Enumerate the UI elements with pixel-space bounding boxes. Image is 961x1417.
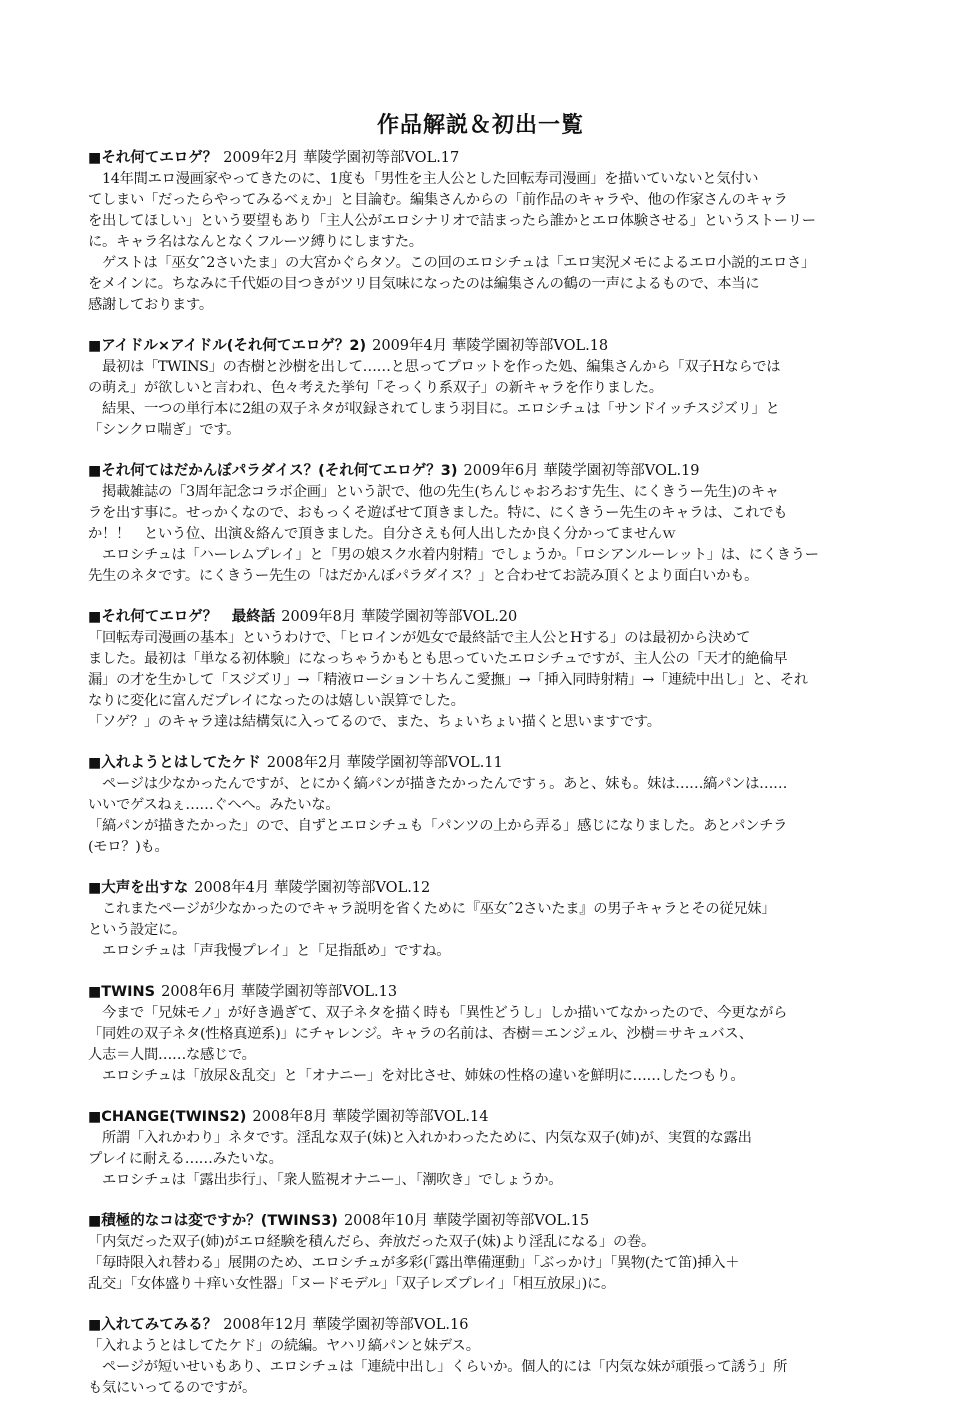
description-line: 感謝しております。 — [88, 297, 213, 313]
description-line: 「入れようとはしてたケド」の続編。ヤハリ縞パンと妹デス。 — [88, 1338, 480, 1354]
description-line: ゲストは「巫女ˆ2さいたま」の大宮かぐらタソ。この回のエロシチュは「エロ実況メモによるエロ小説的エロさ」 — [88, 255, 816, 271]
work-entry — [88, 146, 888, 316]
description-line: 今まで「兄妹モノ」が好き過ぎて、双子ネタを描く時も「異性どうし」しか描いてなかったので、今更ながら — [88, 1005, 788, 1021]
description-line: も気にいってるのですが。 — [88, 1380, 256, 1396]
work-entry — [88, 980, 888, 1087]
work-entry — [88, 334, 888, 441]
description-line: 所謂「入れかわり」ネタです。淫乱な双子(妹)と入れかわったために、内気な双子(姉)が、実質的な露出 — [88, 1130, 752, 1146]
work-heading — [88, 1209, 888, 1232]
publication-info: 2009年8月 華陵学園初等部VOL.20 — [281, 609, 518, 625]
description-line: 「内気だった双子(姉)がエロ経験を積んだら、奔放だった双子(妹)より淫乱になる」の巻。 — [88, 1234, 655, 1250]
work-title: TWINS — [101, 984, 156, 1000]
square-bullet-icon: ■ — [88, 1213, 102, 1229]
description-line: なりに変化に富んだプレイになったのは嬉しい誤算でした。 — [88, 693, 465, 709]
description-line: 「ソゲ？」のキャラ達は結構気に入ってるので、また、ちょいちょい描くと思いますです。 — [88, 714, 661, 730]
square-bullet-icon: ■ — [88, 150, 102, 166]
description-line: の萌え」が欲しいと言われ、色々考えた挙句「そっくり系双子」の新キャラを作りました。 — [88, 380, 663, 396]
description-line: か！！ という位、出演＆絡んで頂きました。自分さえも何人出したか良く分かってませんｗ — [88, 526, 676, 542]
description-line: エロシチュは「ハーレムプレイ」と「男の娘スク水着内射精」でしょうか。「ロシアンルーレット」は、にくきうー — [88, 547, 819, 563]
square-bullet-icon: ■ — [88, 463, 102, 479]
work-entry — [88, 876, 888, 962]
work-title: それ何てエロゲ？ 最終話 — [101, 609, 276, 625]
work-entry — [88, 459, 888, 587]
description-line: 「縞パンが描きたかった」ので、自ずとエロシチュも「パンツの上から弄る」感じになりました。あとパンチラ — [88, 818, 788, 834]
work-title: 積極的なコは変ですか？(TWINS3) — [101, 1213, 338, 1229]
page-title: 作品解説＆初出一覧 — [376, 113, 584, 138]
description-line: 漏」の才を生かして「スジズリ」→「精液ローション＋ちんこ愛撫」→「挿入同時射精」→「連続中出し」と、それ — [88, 672, 808, 688]
work-title: アイドル×アイドル(それ何てエロゲ？2) — [101, 338, 367, 354]
description-line: 最初は「TWINS」の杏樹と沙樹を出して……と思ってプロットを作った処、編集さんから「双子Hならでは — [88, 359, 781, 375]
description-line: ました。最初は「単なる初体験」になっちゃうかもとも思っていたエロシチュですが、主人公の「天才的絶倫早 — [88, 651, 788, 667]
work-heading — [88, 334, 888, 357]
work-entry — [88, 751, 888, 858]
description-line: をメインに。ちなみに千代姫の目つきがツリ目気味になったのは編集さんの鶴の一声によるもので、本当に — [88, 276, 760, 292]
description-line: 14年間エロ漫画家やってきたのに、1度も「男性を主人公とした回転寿司漫画」を描いていないと気付い — [88, 171, 759, 187]
work-title: それ何てエロゲ？ — [101, 150, 218, 166]
publication-info: 2008年6月 華陵学園初等部VOL.13 — [161, 984, 398, 1000]
description-line: 結果、一つの単行本に2組の双子ネタが収録されてしまう羽目に。エロシチュは「サンドイッチスジズリ」と — [88, 401, 780, 417]
publication-info: 2008年8月 華陵学園初等部VOL.14 — [252, 1109, 489, 1125]
description-line: 「シンクロ喘ぎ」です。 — [88, 422, 241, 438]
work-entry — [88, 1209, 888, 1295]
description-line: 「回転寿司漫画の基本」というわけで、「ヒロインが処女で最終話で主人公とHする」のは最初から決めて — [88, 630, 751, 646]
publication-info: 2009年2月 華陵学園初等部VOL.17 — [223, 150, 460, 166]
work-heading — [88, 1313, 888, 1336]
description-line: (モロ？)も。 — [88, 839, 169, 855]
description-line: 先生のネタです。にくきうー先生の「はだかんぼパラダイス？」と合わせてお読み頂くとより面白いかも。 — [88, 568, 759, 584]
work-heading — [88, 459, 888, 482]
work-list — [88, 146, 888, 1417]
description-line: プレイに耐える……みたいな。 — [88, 1151, 283, 1167]
work-heading — [88, 980, 888, 1003]
description-line: 人志＝人間……な感じで。 — [88, 1047, 256, 1063]
work-heading — [88, 1105, 888, 1128]
description-line: ラを出す事に。せっかくなので、おもっくそ遊ばせて頂きました。特に、にくきうー先生のキャラは、これでも — [88, 505, 788, 521]
work-title: 入れようとはしてたケド — [101, 755, 261, 771]
work-title: 入れてみてみる？ — [101, 1317, 218, 1333]
publication-info: 2008年4月 華陵学園初等部VOL.12 — [194, 880, 431, 896]
work-heading — [88, 146, 888, 169]
description-line: てしまい「だったらやってみるべぇか」と目論む。編集さんからの「前作品のキャラや、他の作家さんのキャラ — [88, 192, 788, 208]
square-bullet-icon: ■ — [88, 1109, 102, 1125]
description-line: を出してほしい」という要望もあり「主人公がエロシナリオで詰まったら誰かとエロ体験させる」というストーリー — [88, 213, 816, 229]
description-line: 掲載雑誌の「3周年記念コラボ企画」という訳で、他の先生(ちんじゃおろおす先生、にくきうー先生)のキャ — [88, 484, 779, 500]
square-bullet-icon: ■ — [88, 609, 102, 625]
work-title: 大声を出すな — [101, 880, 189, 896]
publication-info: 2008年10月 華陵学園初等部VOL.15 — [343, 1213, 590, 1229]
work-heading — [88, 876, 888, 899]
work-heading — [88, 751, 888, 774]
work-heading — [88, 605, 888, 628]
square-bullet-icon: ■ — [88, 755, 102, 771]
publication-info: 2009年6月 華陵学園初等部VOL.19 — [463, 463, 700, 479]
work-title: それ何てはだかんぼパラダイス？(それ何てエロゲ？3) — [101, 463, 458, 479]
description-line: いいでゲスねぇ……ぐへへ。みたいな。 — [88, 797, 340, 813]
work-entry — [88, 1105, 888, 1191]
publication-info: 2008年2月 華陵学園初等部VOL.11 — [266, 755, 503, 771]
description-line: エロシチュは「声我慢プレイ」と「足指舐め」ですね。 — [88, 943, 451, 959]
description-line: 「同姓の双子ネタ(性格真逆系)」にチャレンジ。キャラの名前は、杏樹＝エンジェル、沙樹＝サキュバス、 — [88, 1026, 753, 1042]
description-line: これまたページが少なかったのでキャラ説明を省くために『巫女ˆ2さいたま』の男子キャラとその従兄妹」 — [88, 901, 776, 917]
square-bullet-icon: ■ — [88, 984, 102, 1000]
description-line: という設定に。 — [88, 922, 186, 938]
work-entry — [88, 605, 888, 733]
square-bullet-icon: ■ — [88, 338, 102, 354]
publication-info: 2008年12月 華陵学園初等部VOL.16 — [223, 1317, 469, 1333]
publication-info: 2009年4月 華陵学園初等部VOL.18 — [372, 338, 609, 354]
description-line: ページが短いせいもあり、エロシチュは「連続中出し」くらいか。個人的には「内気な妹が頑張って誘う」所 — [88, 1359, 788, 1375]
description-line: エロシチュは「露出歩行」、「衆人監視オナニー」、「潮吹き」でしょうか。 — [88, 1172, 563, 1188]
description-line: に。キャラ名はなんとなくフルーツ縛りにしますた。 — [88, 234, 423, 250]
description-line: ページは少なかったんですが、とにかく縞パンが描きたかったんですぅ。あと、妹も。妹は……縞パンは…… — [88, 776, 788, 792]
work-entry — [88, 1313, 888, 1399]
description-line: 「毎時限入れ替わる」展開のため、エロシチュが多彩(「露出準備運動」「ぶっかけ」「異物(たて笛)挿入＋ — [88, 1255, 740, 1271]
square-bullet-icon: ■ — [88, 1317, 102, 1333]
description-line: 乱交」「女体盛り＋痒い女性器」「ヌードモデル」「双子レズプレイ」「相互放尿」)に。 — [88, 1276, 615, 1292]
description-line: エロシチュは「放尿＆乱交」と「オナニー」を対比させ、姉妹の性格の違いを鮮明に……したつもり。 — [88, 1068, 745, 1084]
work-title: CHANGE(TWINS2) — [101, 1109, 247, 1125]
square-bullet-icon: ■ — [88, 880, 102, 896]
